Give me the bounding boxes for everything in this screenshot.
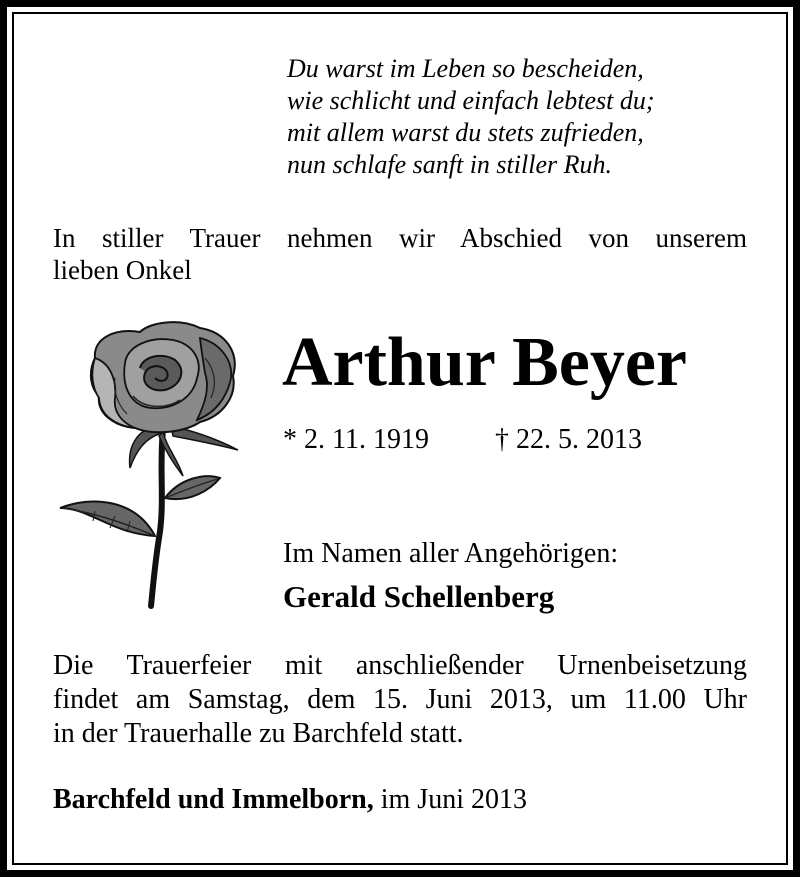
poem-line: Du warst im Leben so bescheiden, — [287, 54, 644, 83]
deceased-name: Arthur Beyer — [282, 324, 687, 401]
poem-line: mit allem warst du stets zufrieden, — [287, 118, 644, 147]
birth-date: * 2. 11. 1919 — [283, 424, 429, 455]
ceremony-line: Die Trauerfeier mit anschließender Urnenbeisetzung — [53, 650, 747, 681]
intro-line: In stiller Trauer nehmen wir Abschied von unserem — [53, 223, 747, 253]
signoff — [53, 782, 527, 818]
family-name: Gerald Schellenberg — [283, 579, 555, 614]
poem-line: nun schlafe sanft in stiller Ruh. — [287, 150, 612, 179]
signoff-place: Barchfeld und Immelborn, — [53, 784, 374, 815]
rose-icon — [55, 318, 250, 610]
family-label: Im Namen aller Angehörigen: — [283, 538, 619, 569]
ceremony-text — [53, 649, 747, 751]
signoff-date: im Juni 2013 — [380, 784, 527, 815]
poem — [287, 53, 655, 181]
poem-line: wie schlicht und einfach lebtest du; — [287, 86, 655, 115]
intro-line: lieben Onkel — [53, 255, 192, 285]
intro-text — [53, 222, 747, 286]
life-dates — [283, 422, 642, 458]
death-date: † 22. 5. 2013 — [494, 424, 642, 455]
ceremony-line: findet am Samstag, dem 15. Juni 2013, um 11.00 Uhr — [53, 684, 747, 715]
ceremony-line: in der Trauerhalle zu Barchfeld statt. — [53, 718, 464, 749]
